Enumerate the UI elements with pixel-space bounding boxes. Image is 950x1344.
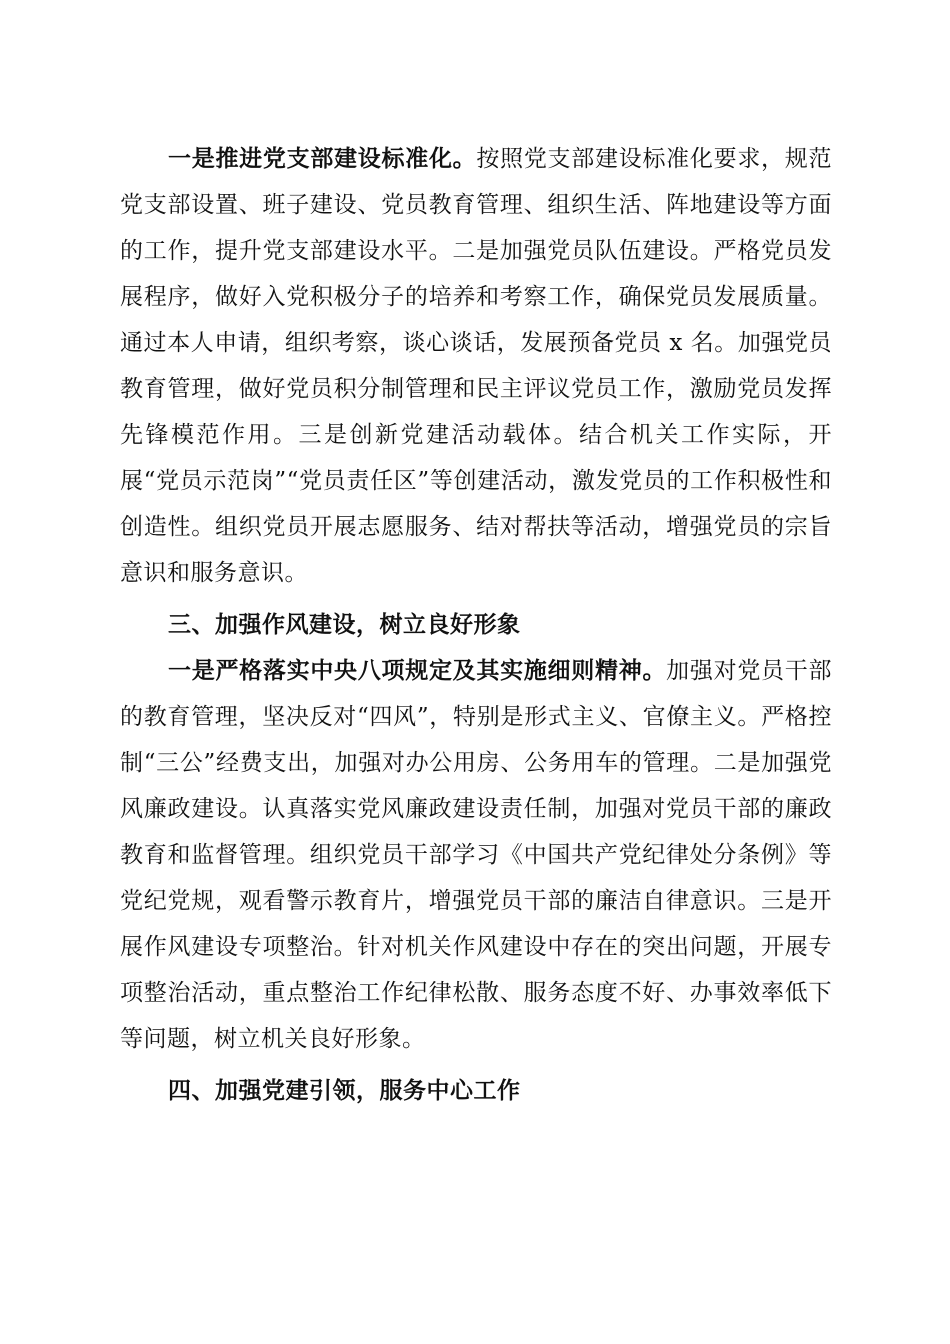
paragraph-lead: 一是推进党支部建设标准化。	[168, 146, 477, 172]
paragraph-lead: 一是严格落实中央八项规定及其实施细则精神。	[168, 658, 667, 684]
paragraph-text: 加强对党员干部的教育管理，坚决反对“四风”，特别是形式主义、官僚主义。严格控制“三公”经费支出，加强对办公用房、公务用车的管理。二是加强党风廉政建设。认真落实党风廉政建设责任制，加强对党员干部的廉政教育和监督管理。组织党员干部学习《中国共产党纪律处分条例》等党纪党规，观看警示教育片，增强党员干部的廉洁自律意识。三是开展作风建设专项整治。针对机关作风建设中存在的突出问题，开展专项整治活动，重点整治工作纪律松散、服务态度不好、办事效率低下等问题，树立机关良好形象。	[120, 658, 833, 1052]
paragraph-work-style	[120, 648, 832, 1062]
section-heading-3: 三、加强作风建设，树立良好形象	[168, 612, 521, 638]
paragraph-text: 按照党支部建设标准化要求，规范党支部设置、班子建设、党员教育管理、组织生活、阵地建设等方面的工作，提升党支部建设水平。二是加强党员队伍建设。严格党员发展程序，做好入党积极分子的培养和考察工作，确保党员发展质量。通过本人申请，组织考察，谈心谈话，发展预备党员 x 名。加强党员教育管理，做好党员积分制管理和民主评议党员工作，激励党员发挥先锋模范作用。三是创新党建活动载体。结合机关工作实际，开展“党员示范岗”“党员责任区”等创建活动，激发党员的工作积极性和创造性。组织党员开展志愿服务、结对帮扶等活动，增强党员的宗旨意识和服务意识。	[120, 146, 833, 586]
paragraph-party-branch	[120, 136, 832, 596]
document-body	[120, 136, 832, 1114]
section-heading-4: 四、加强党建引领，服务中心工作	[168, 1078, 521, 1104]
